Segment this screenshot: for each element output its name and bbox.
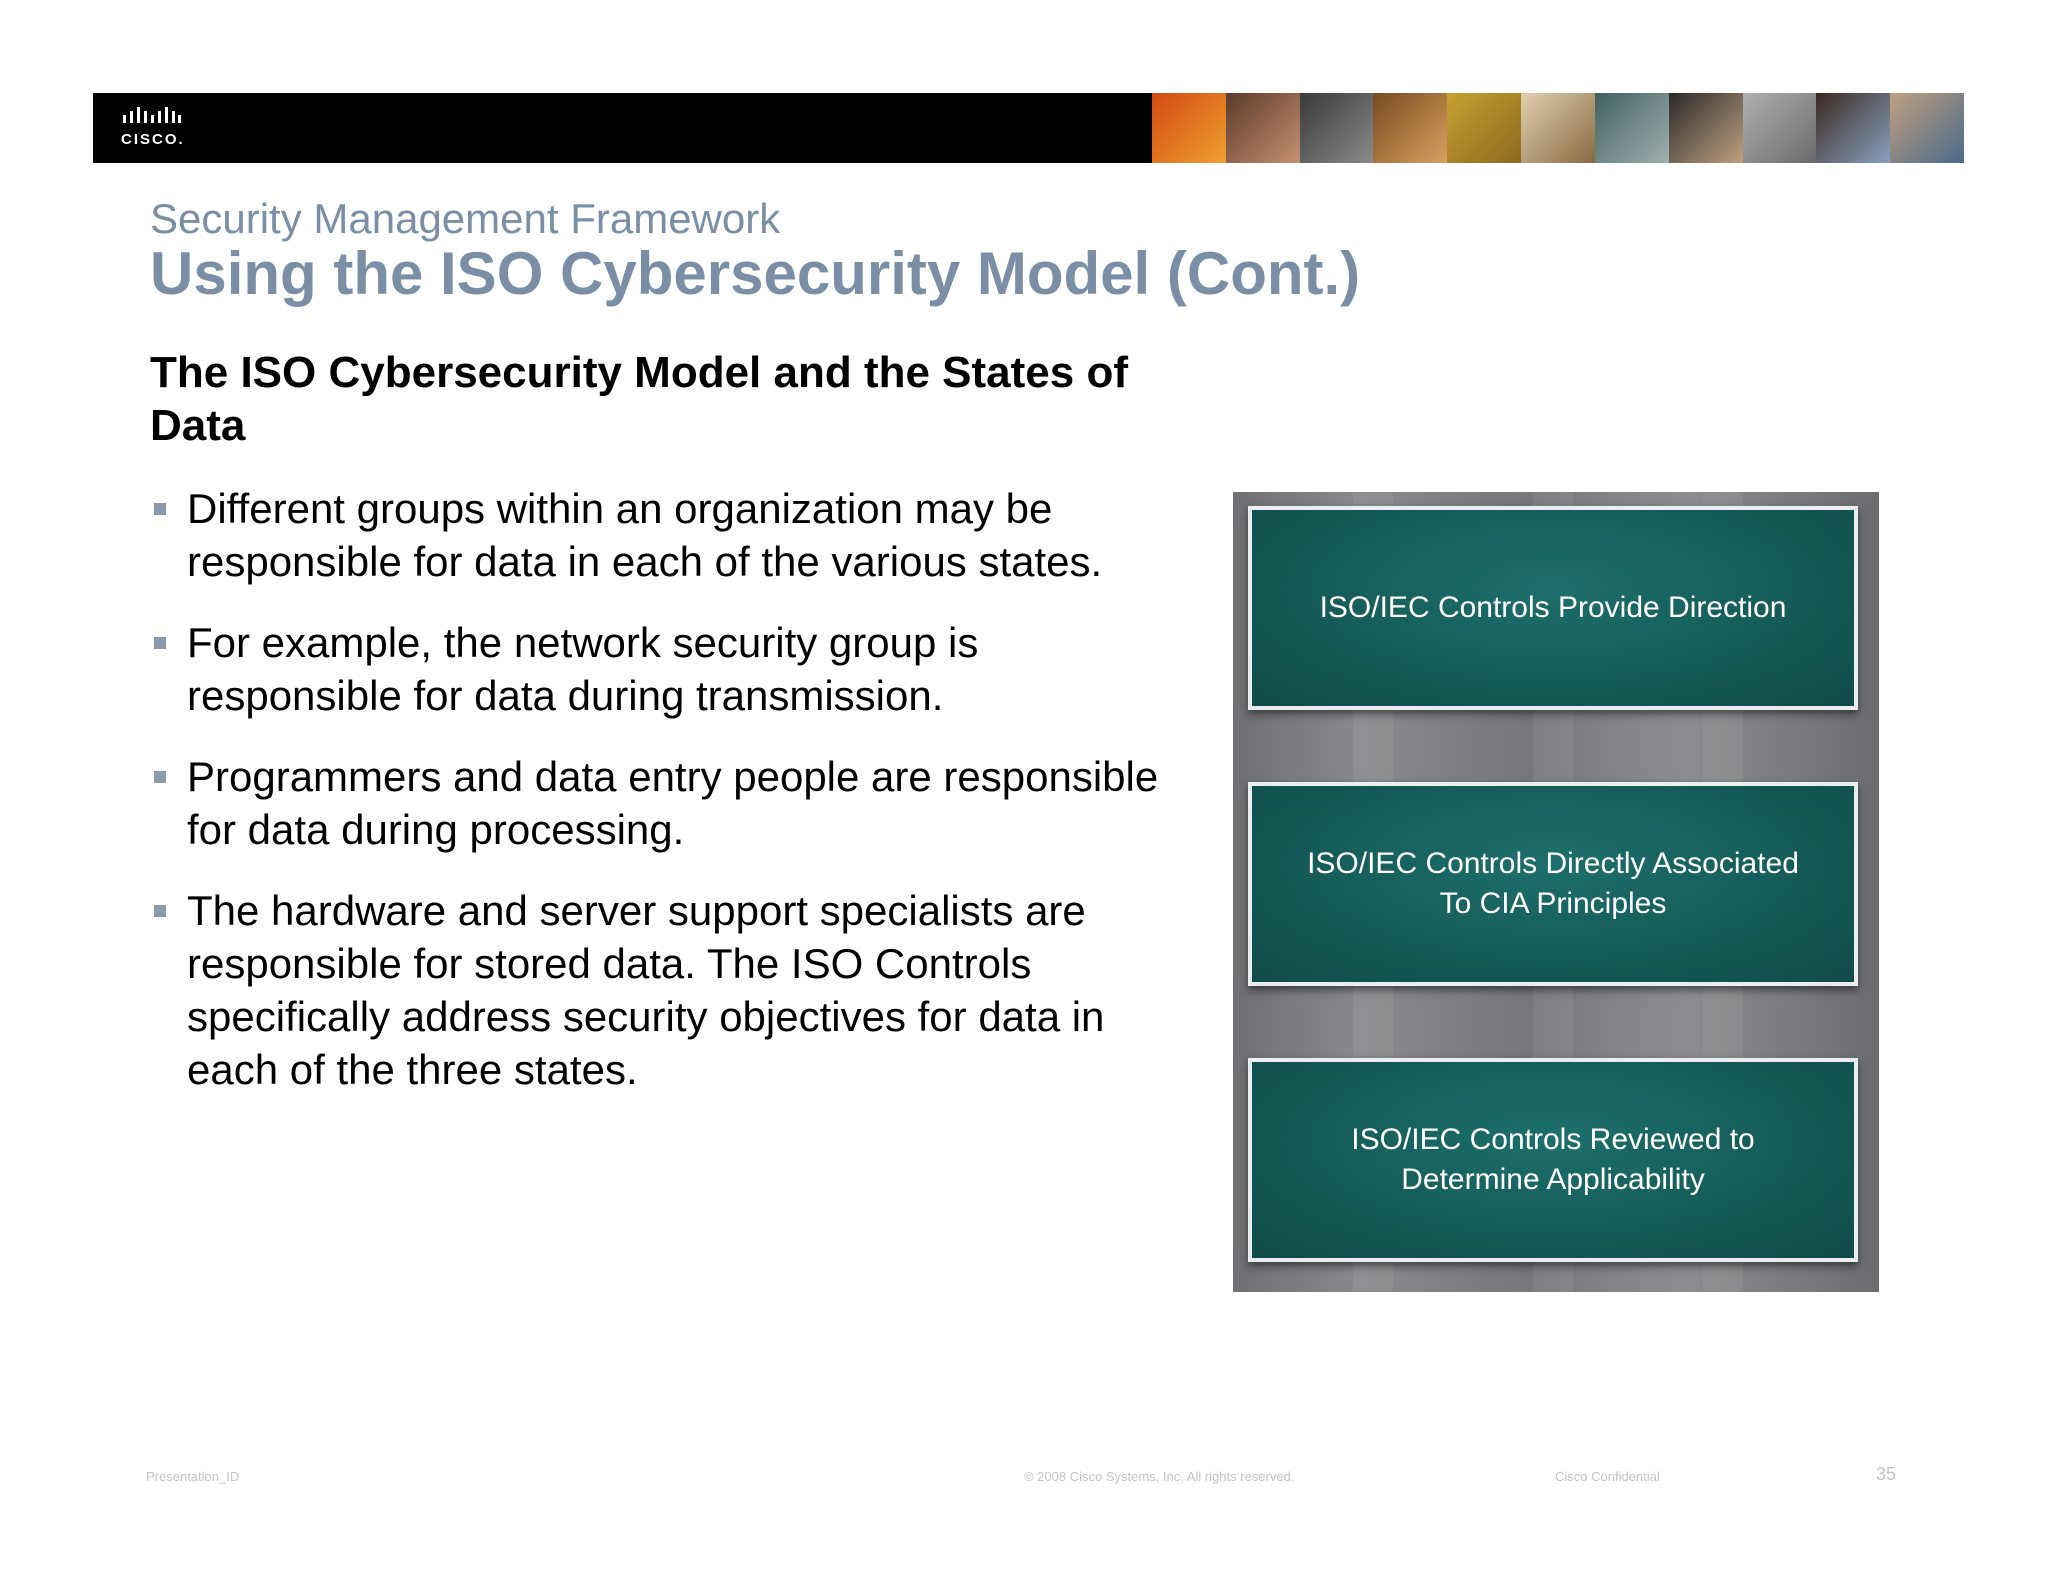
diagram-box-direction: ISO/IEC Controls Provide Direction <box>1248 506 1858 710</box>
cisco-logo <box>121 105 185 153</box>
slide-title: Using the ISO Cybersecurity Model (Cont.) <box>150 240 1361 307</box>
footer-confidential: Cisco Confidential <box>1555 1469 1660 1484</box>
bullet-item: For example, the network security group is responsible for data during transmission. <box>150 616 1200 722</box>
bullet-list <box>150 482 1200 1124</box>
photo-strip <box>1152 93 1964 163</box>
bullet-item: Programmers and data entry people are responsible for data during processing. <box>150 750 1200 856</box>
page-number: 35 <box>1876 1464 1897 1484</box>
bullet-square-icon <box>154 905 166 917</box>
iso-controls-diagram <box>1233 492 1879 1292</box>
bullet-item: Different groups within an organization may be responsible for data in each of the various states. <box>150 482 1200 588</box>
bullet-item: The hardware and server support specialists are responsible for stored data. The ISO Controls specifically address security objectives for data in each of the three states. <box>150 884 1200 1096</box>
bullet-square-icon <box>154 503 166 515</box>
content-heading: The ISO Cybersecurity Model and the States of Data <box>150 348 1128 450</box>
footer-presentation-id: Presentation_ID <box>146 1469 240 1484</box>
slide-subtitle: Security Management Framework <box>150 195 781 242</box>
cisco-wordmark: CISCO. <box>121 131 185 148</box>
bullet-square-icon <box>154 637 166 649</box>
cisco-bridge-icon <box>121 105 181 127</box>
diagram-box-cia: ISO/IEC Controls Directly Associated To CIA Principles <box>1248 782 1858 986</box>
header-bar <box>93 93 1964 163</box>
footer-copyright: © 2008 Cisco Systems, Inc. All rights reserved. <box>1024 1469 1295 1484</box>
bullet-square-icon <box>154 771 166 783</box>
diagram-box-applicability: ISO/IEC Controls Reviewed to Determine Applicability <box>1248 1058 1858 1262</box>
